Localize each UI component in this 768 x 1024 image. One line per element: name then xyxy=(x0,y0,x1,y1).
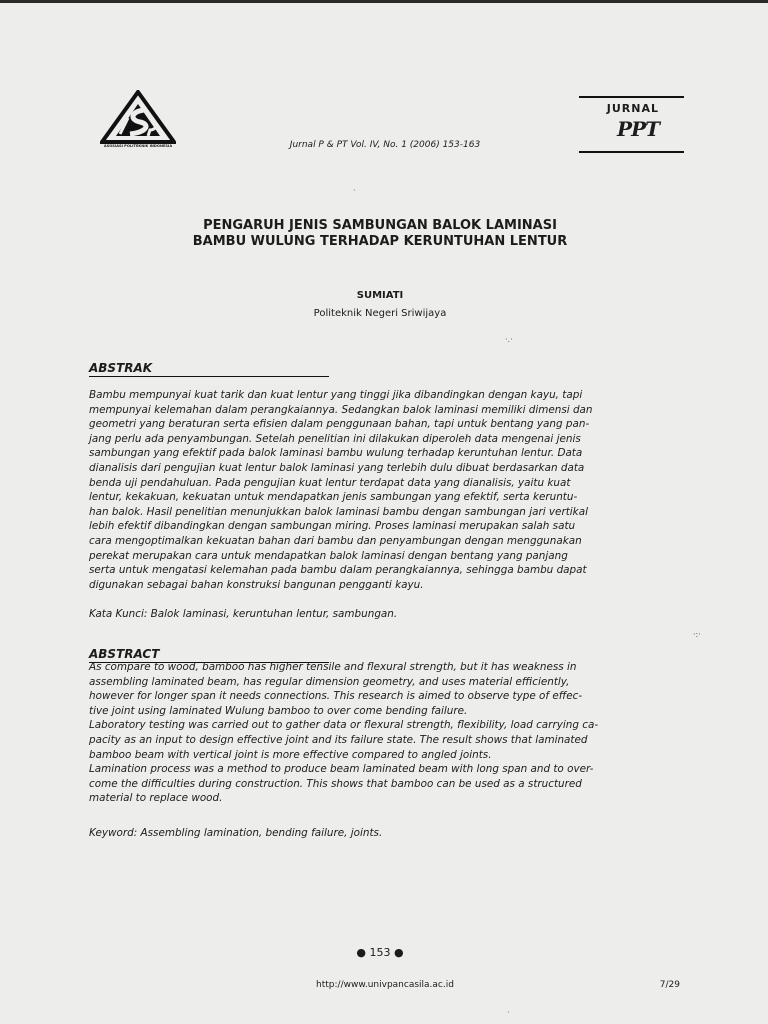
abstrak-line: han balok. Hasil penelitian menunjukkan balok laminasi bambu dengan sambungan jari vertikal xyxy=(89,505,588,518)
abstrak-line: dianalisis dari pengujian kuat lentur balok laminasi yang terlebih dulu dibuat berdasarkan data xyxy=(89,461,585,474)
abstrak-line: benda uji pendahuluan. Pada pengujian kuat lentur terdapat data yang dianalisis, yaitu kuat xyxy=(89,476,571,489)
top-rule xyxy=(579,96,684,98)
abstrak-line: lentur, kekakuan, kekuatan untuk mendapatkan jenis sambungan yang efektif, serta keruntu- xyxy=(89,491,578,504)
abstract-line: however for longer span it needs connections. This research is aimed to observe type of effec- xyxy=(89,690,583,703)
abstract-line: assembling laminated beam, has regular dimension geometry, and uses material efficiently, xyxy=(89,675,570,688)
abstrak-line: jang perlu ada penyambungan. Setelah penelitian ini dilakukan diperoleh data mengenai jenis xyxy=(89,432,581,445)
abstract-line: tive joint using laminated Wulung bamboo to over come bending failure. xyxy=(89,704,468,717)
abstrak-line: serta untuk mengatasi kelemahan pada bambu dalam perangkaiannya, sehingga bambu dapat xyxy=(89,564,587,577)
abstrak-body xyxy=(89,388,671,592)
abstrak-line: mempunyai kelemahan dalam perangkaiannya. Sedangkan balok laminasi memiliki dimensi dan xyxy=(89,403,593,416)
keywords-english: Keyword: Assembling lamination, bending failure, joints. xyxy=(89,827,383,839)
author-affiliation: Politeknik Negeri Sriwijaya xyxy=(313,308,447,319)
journal-citation: Jurnal P & PT Vol. IV, No. 1 (2006) 153-163 xyxy=(289,140,481,150)
bottom-rule xyxy=(579,151,684,153)
association-logo xyxy=(100,90,176,156)
abstract-heading: ABSTRACT xyxy=(89,647,329,663)
footer-url[interactable]: http://www.univpancasila.ac.id xyxy=(316,980,454,990)
abstract-line: come the difficulties during construction. This shows that bamboo can be used as a structured xyxy=(89,777,582,790)
abstract-line: Laboratory testing was carried out to gather data or flexural strength, flexibility, load carrying ca- xyxy=(89,719,599,732)
scan-speck: · xyxy=(353,186,356,195)
ppt-logo-text: PPT xyxy=(617,117,659,141)
abstract-line: As compare to wood, bamboo has higher tensile and flexural strength, but it has weakness in xyxy=(89,661,577,673)
footer-page-count: 7/29 xyxy=(659,980,680,990)
author-name: SUMIATI xyxy=(356,290,404,301)
kata-kunci: Kata Kunci: Balok laminasi, keruntuhan lentur, sambungan. xyxy=(89,608,398,620)
abstrak-line: perekat merupakan cara untuk mendapatkan balok laminasi dengan bentang yang panjang xyxy=(89,549,568,562)
page-number-value: 153 xyxy=(369,946,391,959)
abstrak-line: Bambu mempunyai kuat tarik dan kuat lentur yang tinggi jika dibandingkan dengan kayu, tapi xyxy=(89,389,583,401)
bullet-right: ● xyxy=(394,946,404,959)
title-line-2: BAMBU WULUNG TERHADAP KERUNTUHAN LENTUR xyxy=(192,234,568,249)
title-line-1: PENGARUH JENIS SAMBUNGAN BALOK LAMINASI xyxy=(203,218,557,233)
abstrak-line: lebih efektif dibandingkan dengan sambungan miring. Proses laminasi merupakan salah satu xyxy=(89,520,576,533)
scan-edge-line xyxy=(0,0,768,3)
abstrak-line: sambungan yang efektif pada balok laminasi bambu wulung terhadap keruntuhan lentur. Data xyxy=(89,447,583,460)
scan-speck: ·:· xyxy=(693,630,701,639)
abstrak-line: digunakan sebagai bahan konstruksi bangunan pengganti kayu. xyxy=(89,578,424,591)
scan-speck: ·.· xyxy=(505,335,513,344)
page-number xyxy=(340,946,420,959)
abstract-line: bamboo beam with vertical joint is more effective compared to angled joints. xyxy=(89,748,492,761)
article-title xyxy=(150,218,610,250)
abstrak-line: geometri yang beraturan serta efisien dalam penggunaan bahan, tapi untuk bentang yang pan- xyxy=(89,418,590,431)
abstract-line: pacity as an input to design effective joint and its failure state. The result shows that laminated xyxy=(89,733,588,746)
scan-speck: · xyxy=(507,1008,510,1017)
journal-brand xyxy=(579,96,684,153)
bullet-left: ● xyxy=(356,946,366,959)
jurnal-label: JURNAL xyxy=(606,102,659,115)
abstrak-line: cara mengoptimalkan kekuatan bahan dari bambu dan penyambungan dengan menggunakan xyxy=(89,534,582,547)
logo-caption: ASOSIASI POLITEKNIK INDONESIA xyxy=(103,144,173,148)
abstract-line: Lamination process was a method to produce beam laminated beam with long span and to over- xyxy=(89,763,594,776)
abstract-body xyxy=(89,660,671,806)
abstract-line: material to replace wood. xyxy=(89,792,223,805)
abstrak-heading: ABSTRAK xyxy=(89,361,329,377)
